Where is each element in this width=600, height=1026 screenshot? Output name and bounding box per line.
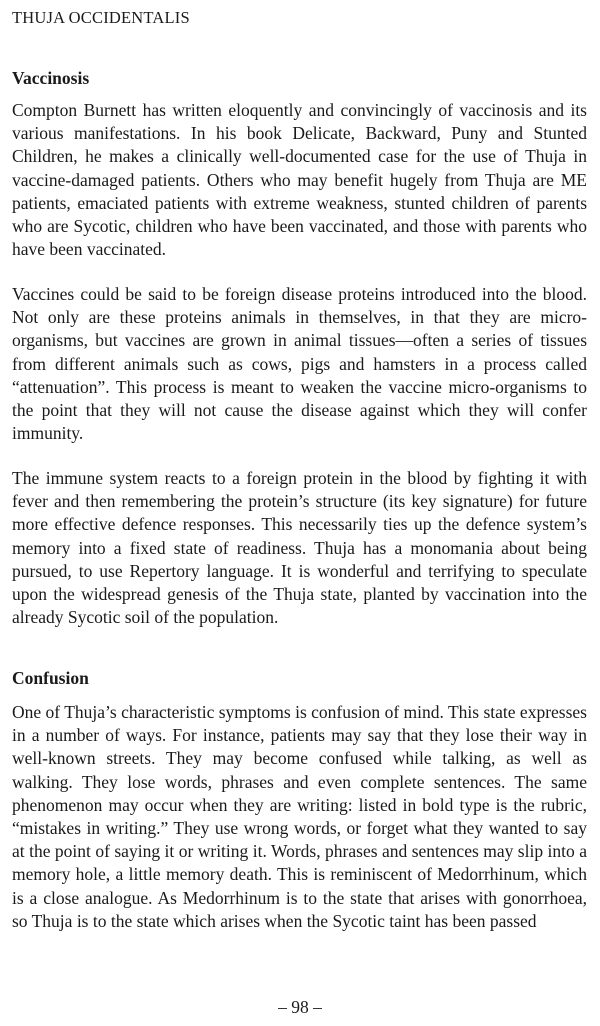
section-heading-confusion: Confusion (12, 668, 89, 688)
running-head: THUJA OCCIDENTALIS (12, 8, 190, 27)
paragraph-confusion-1: One of Thuja’s characteristic symptoms is confusion of mind. This state expresses in a number of ways. For instance, patients may say that they lose their way in well-known streets. They may become confused while talking, as well as walking. They lose words, phrases and even complete sentences. The same phenomenon may occur when they are writing: listed in bold type is the rubric, “mistakes in writing.” They use wrong words, or forget what they wanted to say at the point of saying it or writing it. Words, phrases and sentences may slip into a memory hole, a little memory death. This is reminiscent of Medorrhinum, which is a close analogue. As Medorrhinum is to the state that arises with gonorrhoea, so Thuja is to the state which arises when the Sycotic taint has been passed (12, 702, 587, 931)
paragraph-vaccinosis-3: The immune system reacts to a foreign protein in the blood by fighting it with fever and then remembering the protein’s structure (its key signature) for future more effective defence responses. This necessarily ties up the defence system’s memory into a fixed state of readiness. Thuja has a monomania about being pursued, to use Repertory language. It is wonderful and terrifying to speculate upon the widespread genesis of the Thuja state, planted by vaccination into the already Sycotic soil of the population. (12, 468, 587, 628)
paragraph-vaccinosis-2: Vaccines could be said to be foreign disease proteins introduced into the blood. Not only are these proteins animals in themselves, in that they are micro-organisms, but vaccines are grown in animal tissues—often a series of tissues from different animals such as cows, pigs and hamsters in a process called “attenuation”. This process is meant to weaken the vaccine micro-organisms to the point that they will not cause the disease against which they will confer immunity. (12, 284, 587, 444)
page-number: – 98 – (278, 997, 322, 1017)
section-heading-vaccinosis: Vaccinosis (12, 68, 90, 88)
paragraph-vaccinosis-1: Compton Burnett has written eloquently and convincingly of vaccinosis and its various manifestations. In his book Delicate, Backward, Puny and Stunted Children, he makes a clinically well-documented case for the use of Thuja in vaccine-damaged patients. Others who may benefit hugely from Thuja are ME patients, emaciated patients with extreme weakness, stunted children of parents who are Sycotic, children who have been vaccinated, and those with parents who have been vaccinated. (12, 100, 587, 260)
